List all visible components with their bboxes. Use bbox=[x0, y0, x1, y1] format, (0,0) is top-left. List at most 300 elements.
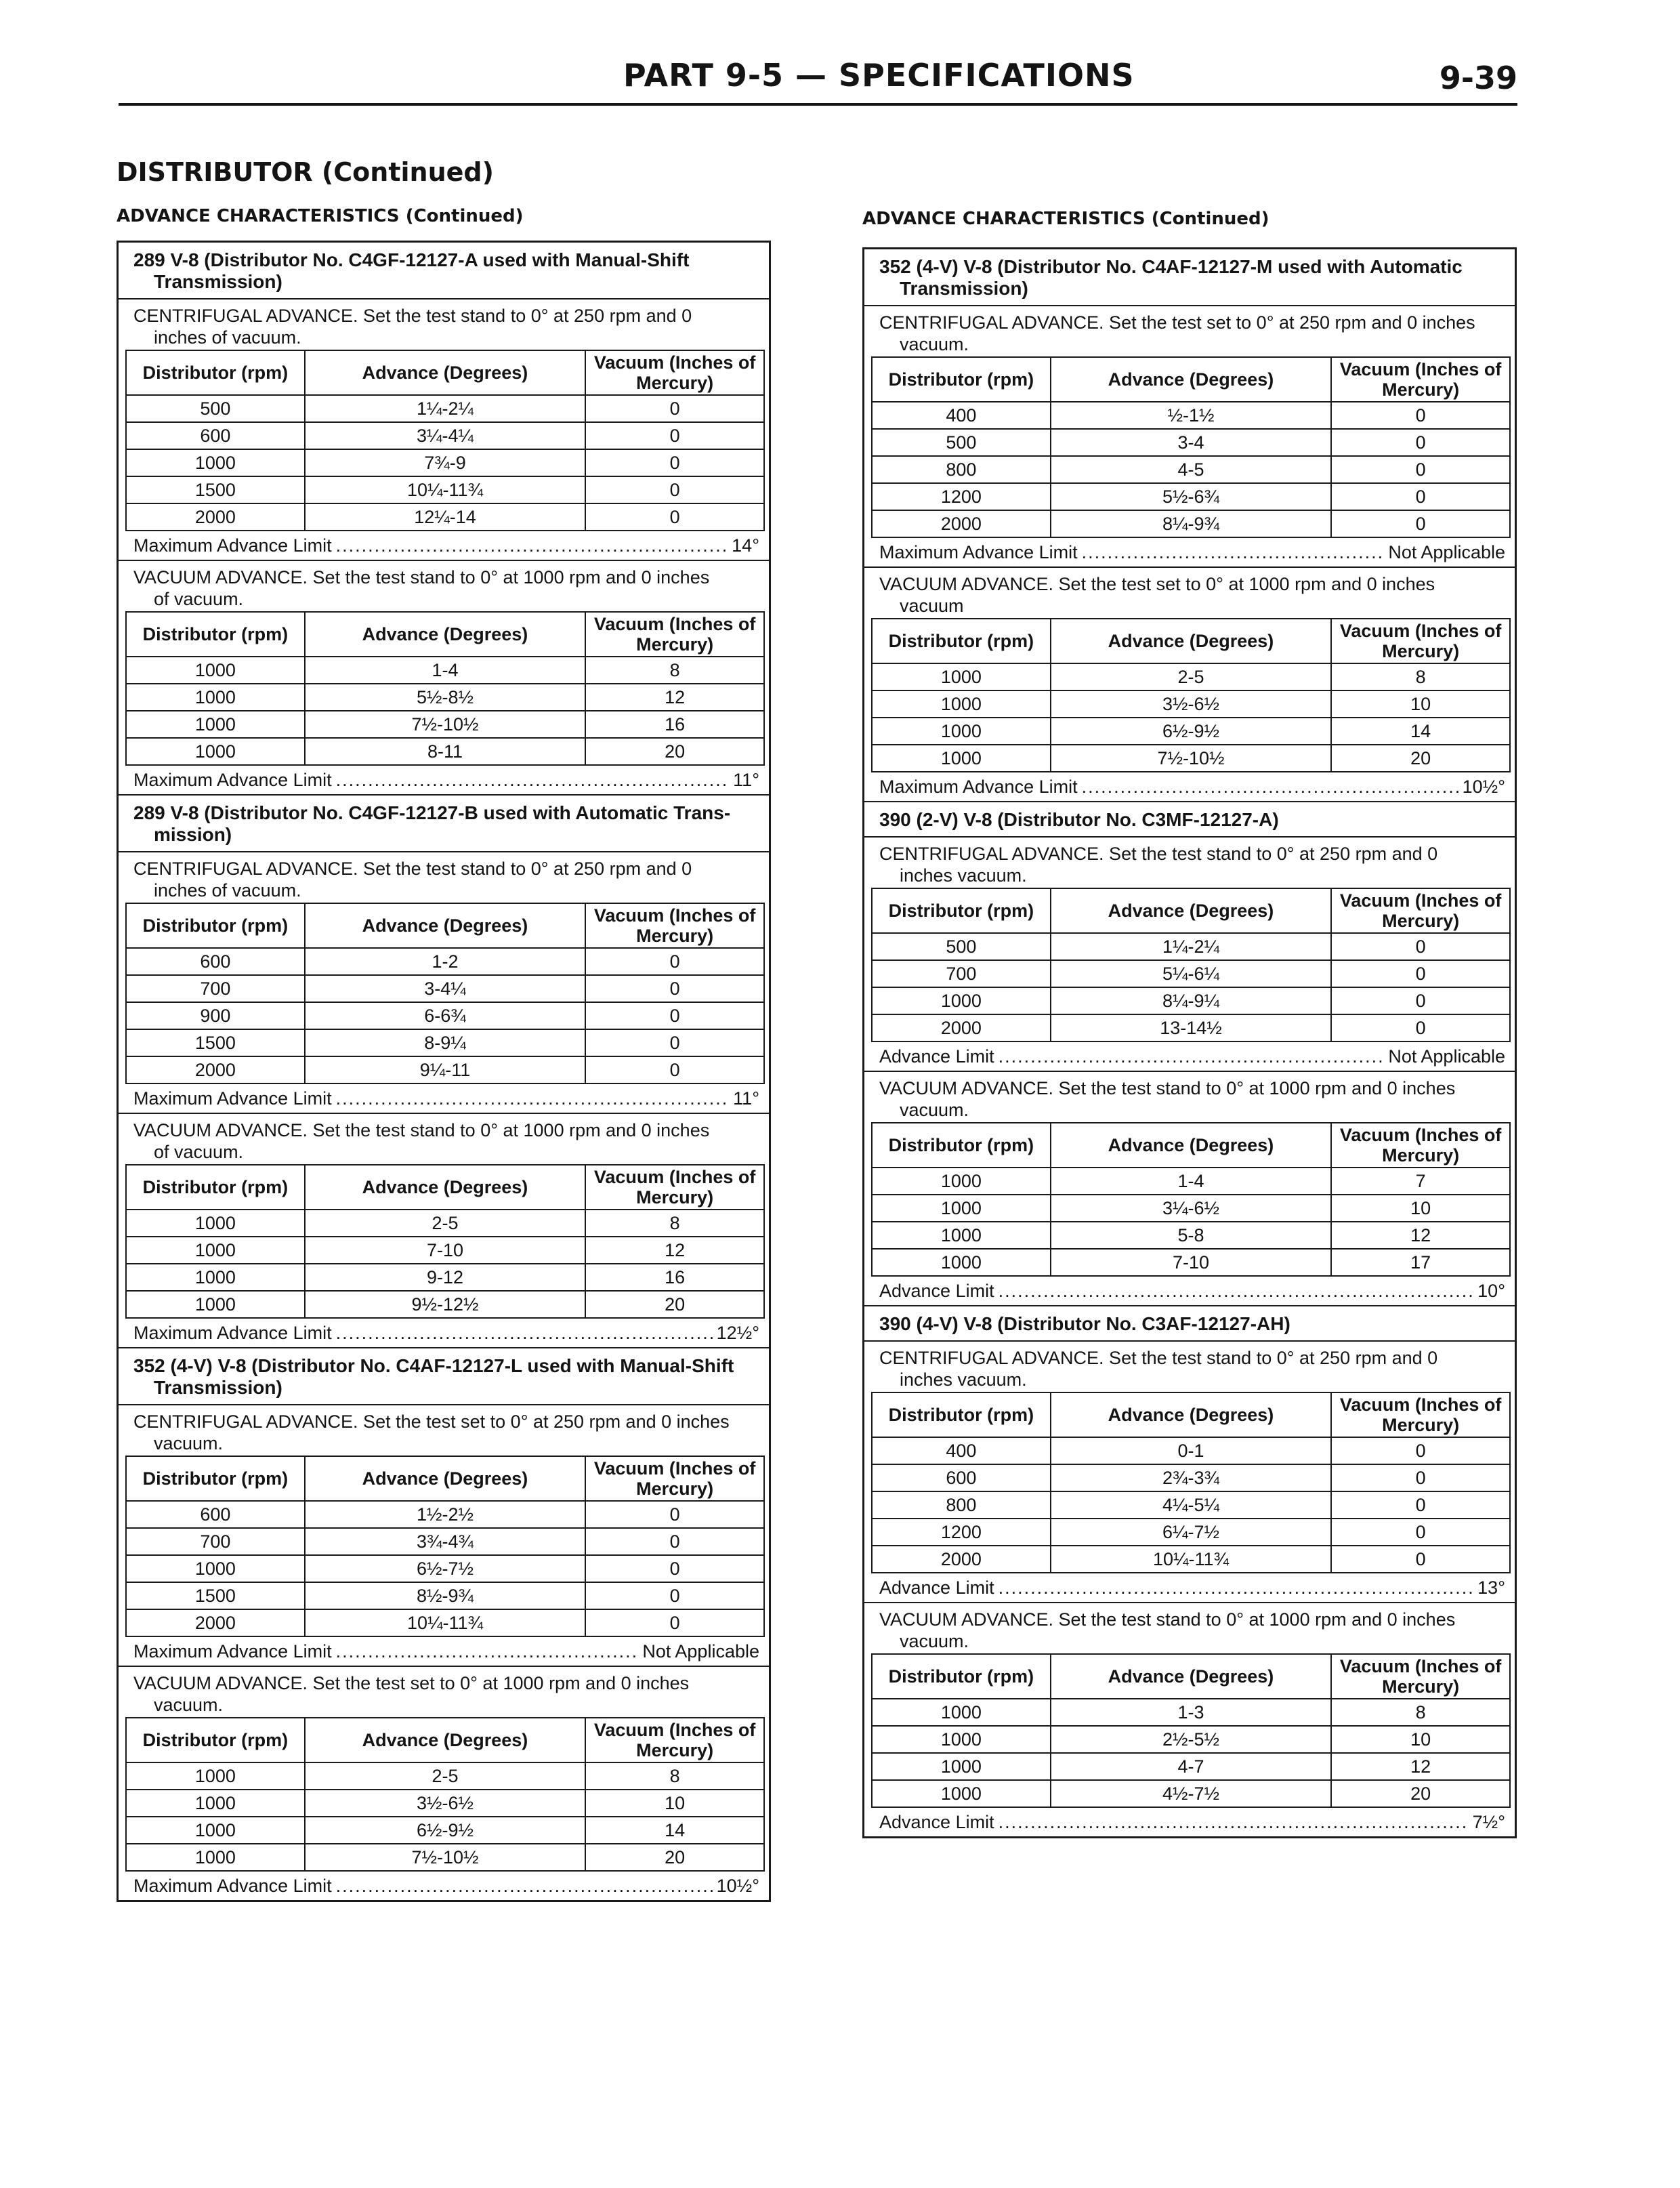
vacuum-advance-limit bbox=[119, 1872, 769, 1900]
table-cell: 0 bbox=[1331, 1491, 1510, 1519]
table-cell: 6-6¾ bbox=[305, 1002, 585, 1029]
column-header: Advance (Degrees) bbox=[1051, 1654, 1331, 1699]
centrifugal-advance-table bbox=[871, 356, 1511, 538]
table-cell: 1200 bbox=[872, 483, 1051, 510]
table-row bbox=[126, 1501, 764, 1528]
spec-title-line: 390 (2-V) V-8 (Distributor No. C3MF-12127-A) bbox=[879, 809, 1279, 830]
page-header bbox=[119, 54, 1517, 108]
table-row bbox=[872, 1699, 1510, 1726]
table-cell: 1000 bbox=[126, 449, 305, 476]
table-cell: 1000 bbox=[126, 711, 305, 738]
table-cell: 17 bbox=[1331, 1249, 1510, 1276]
table-row bbox=[872, 663, 1510, 690]
table-cell: 0 bbox=[1331, 1437, 1510, 1464]
spec-title-line: 352 (4-V) V-8 (Distributor No. C4AF-12127-M used with Automatic bbox=[879, 256, 1463, 277]
table-header-row bbox=[872, 619, 1510, 663]
vacuum-advance-limit bbox=[864, 772, 1515, 802]
table-cell: 7½-10½ bbox=[1051, 745, 1331, 772]
table-cell: 1000 bbox=[126, 1237, 305, 1264]
table-cell: 1000 bbox=[872, 987, 1051, 1014]
spec-title-line: 352 (4-V) V-8 (Distributor No. C4AF-12127-L used with Manual-Shift bbox=[133, 1355, 734, 1376]
section-title: DISTRIBUTOR (Continued) bbox=[117, 157, 494, 187]
table-cell: 2000 bbox=[872, 510, 1051, 537]
table-header-row bbox=[872, 888, 1510, 933]
table-row bbox=[126, 1555, 764, 1582]
table-cell: 1000 bbox=[872, 1249, 1051, 1276]
table-cell: 6¼-7½ bbox=[1051, 1519, 1331, 1546]
table-row bbox=[126, 1264, 764, 1291]
table-row bbox=[126, 711, 764, 738]
table-cell: 0 bbox=[585, 1582, 764, 1609]
table-cell: 1000 bbox=[126, 738, 305, 765]
table-cell: 8 bbox=[585, 1210, 764, 1237]
table-row bbox=[872, 483, 1510, 510]
centrifugal-advance-label bbox=[119, 852, 769, 901]
column-header: Advance (Degrees) bbox=[1051, 619, 1331, 663]
table-cell: 8 bbox=[585, 657, 764, 684]
column-header: Distributor (rpm) bbox=[872, 1123, 1051, 1168]
centrifugal-advance-table bbox=[871, 1392, 1511, 1573]
table-row bbox=[872, 1546, 1510, 1573]
leader-dots bbox=[999, 1044, 1385, 1069]
column-header: Advance (Degrees) bbox=[305, 612, 585, 657]
table-cell: 1500 bbox=[126, 1582, 305, 1609]
vacuum-advance-label bbox=[119, 1114, 769, 1163]
column-header: Advance (Degrees) bbox=[305, 903, 585, 948]
column-header: Advance (Degrees) bbox=[305, 1456, 585, 1501]
table-cell: 1-4 bbox=[1051, 1168, 1331, 1195]
vacuum-advance-limit bbox=[864, 1808, 1515, 1836]
table-row bbox=[126, 948, 764, 975]
table-cell: 8¼-9¼ bbox=[1051, 987, 1331, 1014]
limit-value: 11° bbox=[733, 1088, 759, 1109]
column-header: Vacuum (Inches of Mercury) bbox=[1331, 888, 1510, 933]
table-cell: 700 bbox=[872, 960, 1051, 987]
table-cell: 1000 bbox=[872, 1753, 1051, 1780]
table-cell: 4-5 bbox=[1051, 456, 1331, 483]
table-cell: 400 bbox=[872, 402, 1051, 429]
table-cell: 0 bbox=[585, 1501, 764, 1528]
table-cell: 9½-12½ bbox=[305, 1291, 585, 1318]
column-header: Advance (Degrees) bbox=[1051, 1123, 1331, 1168]
table-header-row bbox=[126, 1456, 764, 1501]
column-header: Vacuum (Inches of Mercury) bbox=[585, 1456, 764, 1501]
table-row bbox=[126, 422, 764, 449]
table-cell: 2-5 bbox=[305, 1762, 585, 1790]
table-cell: 700 bbox=[126, 975, 305, 1002]
table-cell: 1000 bbox=[126, 1210, 305, 1237]
spec-title-line: 390 (4-V) V-8 (Distributor No. C3AF-12127-AH) bbox=[879, 1313, 1290, 1334]
table-cell: 1200 bbox=[872, 1519, 1051, 1546]
table-row bbox=[872, 1726, 1510, 1753]
label-line: VACUUM ADVANCE. Set the test stand to 0° at 1000 rpm and 0 inches bbox=[133, 1120, 710, 1140]
table-cell: 20 bbox=[585, 738, 764, 765]
table-cell: ½-1½ bbox=[1051, 402, 1331, 429]
table-cell: 8½-9¾ bbox=[305, 1582, 585, 1609]
table-cell: 1000 bbox=[872, 1780, 1051, 1807]
table-row bbox=[872, 1249, 1510, 1276]
table-cell: 12 bbox=[1331, 1753, 1510, 1780]
table-cell: 0 bbox=[1331, 1464, 1510, 1491]
table-row bbox=[126, 1762, 764, 1790]
table-row bbox=[872, 456, 1510, 483]
vacuum-advance-label bbox=[119, 1667, 769, 1716]
table-cell: 12 bbox=[585, 684, 764, 711]
label-line: CENTRIFUGAL ADVANCE. Set the test stand to 0° at 250 rpm and 0 bbox=[133, 859, 692, 879]
vacuum-advance-table bbox=[125, 611, 765, 766]
table-cell: 1-2 bbox=[305, 948, 585, 975]
label-line: inches vacuum. bbox=[900, 1369, 1027, 1390]
table-cell: 8-11 bbox=[305, 738, 585, 765]
column-header: Distributor (rpm) bbox=[126, 1456, 305, 1501]
table-cell: 6½-7½ bbox=[305, 1555, 585, 1582]
table-cell: 1000 bbox=[126, 1790, 305, 1817]
column-header: Vacuum (Inches of Mercury) bbox=[1331, 1123, 1510, 1168]
label-line: CENTRIFUGAL ADVANCE. Set the test stand to 0° at 250 rpm and 0 bbox=[879, 1348, 1438, 1368]
table-cell: 0 bbox=[1331, 429, 1510, 456]
table-cell: 4¼-5¼ bbox=[1051, 1491, 1331, 1519]
limit-value: 13° bbox=[1477, 1577, 1505, 1598]
centrifugal-advance-table bbox=[125, 1456, 765, 1637]
limit-label: Maximum Advance Limit bbox=[879, 777, 1078, 797]
table-cell: 5-8 bbox=[1051, 1222, 1331, 1249]
table-cell: 0 bbox=[585, 948, 764, 975]
limit-value: 11° bbox=[733, 770, 759, 790]
right-column-heading: ADVANCE CHARACTERISTICS (Continued) bbox=[862, 209, 1269, 229]
leader-dots bbox=[336, 1638, 639, 1664]
spec-title-line: mission) bbox=[154, 824, 232, 845]
table-cell: 3¼-4¼ bbox=[305, 422, 585, 449]
table-cell: 0 bbox=[585, 1528, 764, 1555]
column-header: Vacuum (Inches of Mercury) bbox=[585, 1718, 764, 1762]
table-cell: 1000 bbox=[872, 718, 1051, 745]
table-cell: 0 bbox=[585, 1609, 764, 1636]
column-header: Distributor (rpm) bbox=[872, 357, 1051, 402]
table-cell: 1000 bbox=[872, 1168, 1051, 1195]
table-row bbox=[872, 510, 1510, 537]
table-cell: 3-4 bbox=[1051, 429, 1331, 456]
part-title: PART 9-5 — SPECIFICATIONS bbox=[623, 57, 1135, 94]
label-line: VACUUM ADVANCE. Set the test set to 0° at 1000 rpm and 0 inches bbox=[879, 574, 1435, 594]
leader-dots bbox=[999, 1278, 1474, 1304]
centrifugal-advance-table bbox=[871, 888, 1511, 1042]
limit-value: 14° bbox=[732, 535, 759, 556]
table-cell: 0 bbox=[1331, 1014, 1510, 1041]
column-header: Advance (Degrees) bbox=[305, 1165, 585, 1210]
label-line: VACUUM ADVANCE. Set the test set to 0° at 1000 rpm and 0 inches bbox=[133, 1673, 690, 1693]
limit-label: Maximum Advance Limit bbox=[133, 1323, 332, 1343]
limit-label: Maximum Advance Limit bbox=[133, 1088, 332, 1109]
label-line: CENTRIFUGAL ADVANCE. Set the test set to 0° at 250 rpm and 0 inches bbox=[879, 312, 1475, 333]
vacuum-advance-table bbox=[871, 1653, 1511, 1808]
label-line: vacuum. bbox=[154, 1695, 224, 1715]
page-number: 9-39 bbox=[1439, 60, 1517, 96]
table-row bbox=[872, 745, 1510, 772]
table-header-row bbox=[872, 1654, 1510, 1699]
table-cell: 6½-9½ bbox=[305, 1817, 585, 1844]
table-cell: 4½-7½ bbox=[1051, 1780, 1331, 1807]
table-row bbox=[126, 1582, 764, 1609]
column-header: Distributor (rpm) bbox=[126, 1718, 305, 1762]
table-cell: 12 bbox=[1331, 1222, 1510, 1249]
table-row bbox=[126, 1237, 764, 1264]
vacuum-advance-label bbox=[119, 561, 769, 610]
centrifugal-advance-label bbox=[119, 1405, 769, 1454]
table-cell: 13-14½ bbox=[1051, 1014, 1331, 1041]
label-line: of vacuum. bbox=[154, 589, 244, 609]
label-line: vacuum bbox=[900, 596, 964, 616]
centrifugal-advance-limit bbox=[119, 1084, 769, 1114]
table-cell: 2000 bbox=[872, 1014, 1051, 1041]
table-cell: 9-12 bbox=[305, 1264, 585, 1291]
leader-dots bbox=[1082, 539, 1385, 565]
table-row bbox=[872, 1464, 1510, 1491]
table-cell: 0 bbox=[1331, 402, 1510, 429]
table-row bbox=[126, 1029, 764, 1056]
table-cell: 2000 bbox=[126, 503, 305, 531]
vacuum-advance-limit bbox=[864, 1277, 1515, 1306]
centrifugal-advance-table bbox=[125, 350, 765, 531]
label-line: VACUUM ADVANCE. Set the test stand to 0° at 1000 rpm and 0 inches bbox=[879, 1078, 1456, 1098]
table-row bbox=[126, 684, 764, 711]
table-row bbox=[872, 1437, 1510, 1464]
table-cell: 500 bbox=[126, 395, 305, 422]
table-cell: 0 bbox=[585, 395, 764, 422]
table-row bbox=[872, 987, 1510, 1014]
column-header: Distributor (rpm) bbox=[872, 888, 1051, 933]
spec-title bbox=[864, 249, 1515, 306]
table-cell: 1000 bbox=[126, 1762, 305, 1790]
table-cell: 1000 bbox=[872, 745, 1051, 772]
table-cell: 7½-10½ bbox=[305, 711, 585, 738]
table-cell: 5¼-6¼ bbox=[1051, 960, 1331, 987]
spec-title-line: Transmission) bbox=[154, 271, 282, 292]
table-cell: 3¾-4¾ bbox=[305, 1528, 585, 1555]
centrifugal-advance-limit bbox=[119, 1637, 769, 1667]
table-cell: 10 bbox=[585, 1790, 764, 1817]
table-cell: 10 bbox=[1331, 1195, 1510, 1222]
table-cell: 800 bbox=[872, 456, 1051, 483]
column-header: Distributor (rpm) bbox=[126, 1165, 305, 1210]
table-header-row bbox=[872, 1392, 1510, 1437]
limit-label: Advance Limit bbox=[879, 1281, 994, 1301]
table-cell: 20 bbox=[585, 1291, 764, 1318]
left-spec-column bbox=[117, 241, 771, 1902]
table-cell: 0 bbox=[1331, 987, 1510, 1014]
column-header: Distributor (rpm) bbox=[126, 350, 305, 395]
centrifugal-advance-limit bbox=[864, 1573, 1515, 1603]
table-cell: 20 bbox=[1331, 745, 1510, 772]
table-cell: 16 bbox=[585, 1264, 764, 1291]
table-header-row bbox=[126, 612, 764, 657]
spec-title bbox=[864, 802, 1515, 838]
label-line: inches vacuum. bbox=[900, 865, 1027, 886]
right-spec-column bbox=[862, 247, 1517, 1838]
table-cell: 0 bbox=[1331, 960, 1510, 987]
table-row bbox=[126, 1528, 764, 1555]
table-row bbox=[126, 1210, 764, 1237]
table-cell: 1000 bbox=[126, 1817, 305, 1844]
table-row bbox=[872, 718, 1510, 745]
column-header: Vacuum (Inches of Mercury) bbox=[1331, 619, 1510, 663]
label-line: VACUUM ADVANCE. Set the test stand to 0° at 1000 rpm and 0 inches bbox=[133, 567, 710, 587]
column-header: Advance (Degrees) bbox=[1051, 1392, 1331, 1437]
leader-dots bbox=[336, 1320, 713, 1346]
table-cell: 0 bbox=[1331, 483, 1510, 510]
table-cell: 800 bbox=[872, 1491, 1051, 1519]
table-row bbox=[872, 1014, 1510, 1041]
limit-value: Not Applicable bbox=[642, 1641, 759, 1661]
table-cell: 1000 bbox=[872, 663, 1051, 690]
table-row bbox=[872, 1195, 1510, 1222]
table-cell: 500 bbox=[872, 429, 1051, 456]
column-header: Vacuum (Inches of Mercury) bbox=[585, 612, 764, 657]
limit-label: Advance Limit bbox=[879, 1577, 994, 1598]
table-cell: 1000 bbox=[126, 1555, 305, 1582]
limit-label: Maximum Advance Limit bbox=[879, 542, 1078, 562]
table-cell: 1000 bbox=[126, 1264, 305, 1291]
leader-dots bbox=[336, 767, 730, 793]
table-cell: 2000 bbox=[126, 1056, 305, 1083]
table-cell: 0 bbox=[585, 1029, 764, 1056]
table-cell: 0 bbox=[1331, 933, 1510, 960]
column-header: Vacuum (Inches of Mercury) bbox=[585, 350, 764, 395]
table-cell: 8¼-9¾ bbox=[1051, 510, 1331, 537]
vacuum-advance-limit bbox=[119, 1319, 769, 1348]
table-cell: 700 bbox=[126, 1528, 305, 1555]
table-cell: 0 bbox=[585, 422, 764, 449]
column-header: Vacuum (Inches of Mercury) bbox=[1331, 357, 1510, 402]
column-header: Distributor (rpm) bbox=[872, 619, 1051, 663]
column-header: Advance (Degrees) bbox=[305, 1718, 585, 1762]
table-cell: 1000 bbox=[872, 1195, 1051, 1222]
table-row bbox=[872, 933, 1510, 960]
table-cell: 14 bbox=[1331, 718, 1510, 745]
limit-label: Advance Limit bbox=[879, 1812, 994, 1832]
table-cell: 10 bbox=[1331, 1726, 1510, 1753]
limit-value: Not Applicable bbox=[1388, 1046, 1505, 1067]
table-cell: 0 bbox=[585, 476, 764, 503]
table-cell: 2½-5½ bbox=[1051, 1726, 1331, 1753]
table-row bbox=[872, 690, 1510, 718]
vacuum-advance-label bbox=[864, 568, 1515, 617]
table-row bbox=[126, 395, 764, 422]
leader-dots bbox=[1082, 774, 1458, 800]
table-row bbox=[872, 402, 1510, 429]
table-cell: 1000 bbox=[872, 1699, 1051, 1726]
table-cell: 500 bbox=[872, 933, 1051, 960]
table-cell: 0-1 bbox=[1051, 1437, 1331, 1464]
table-cell: 10¼-11¾ bbox=[305, 1609, 585, 1636]
limit-label: Maximum Advance Limit bbox=[133, 1876, 332, 1896]
limit-value: 12½° bbox=[716, 1323, 759, 1343]
vacuum-advance-table bbox=[125, 1717, 765, 1872]
table-cell: 10¼-11¾ bbox=[305, 476, 585, 503]
table-cell: 7¾-9 bbox=[305, 449, 585, 476]
column-header: Advance (Degrees) bbox=[305, 350, 585, 395]
limit-label: Maximum Advance Limit bbox=[133, 535, 332, 556]
vacuum-advance-label bbox=[864, 1072, 1515, 1121]
table-row bbox=[872, 1222, 1510, 1249]
label-line: vacuum. bbox=[900, 1100, 969, 1120]
table-cell: 7-10 bbox=[1051, 1249, 1331, 1276]
table-cell: 1-4 bbox=[305, 657, 585, 684]
table-cell: 12 bbox=[585, 1237, 764, 1264]
table-cell: 20 bbox=[585, 1844, 764, 1871]
leader-dots bbox=[336, 1873, 713, 1899]
table-cell: 2¾-3¾ bbox=[1051, 1464, 1331, 1491]
table-cell: 3½-6½ bbox=[305, 1790, 585, 1817]
table-cell: 1500 bbox=[126, 476, 305, 503]
table-row bbox=[872, 1491, 1510, 1519]
label-line: vacuum. bbox=[154, 1433, 224, 1453]
header-rule bbox=[119, 103, 1517, 106]
table-row bbox=[126, 657, 764, 684]
centrifugal-advance-label bbox=[864, 306, 1515, 355]
limit-label: Maximum Advance Limit bbox=[133, 770, 332, 790]
table-cell: 1000 bbox=[126, 1291, 305, 1318]
table-cell: 5½-8½ bbox=[305, 684, 585, 711]
table-header-row bbox=[872, 1123, 1510, 1168]
table-cell: 6½-9½ bbox=[1051, 718, 1331, 745]
table-cell: 400 bbox=[872, 1437, 1051, 1464]
label-line: vacuum. bbox=[900, 334, 969, 354]
column-header: Vacuum (Inches of Mercury) bbox=[1331, 1654, 1510, 1699]
table-row bbox=[126, 975, 764, 1002]
table-cell: 10 bbox=[1331, 690, 1510, 718]
table-cell: 3½-6½ bbox=[1051, 690, 1331, 718]
spec-title bbox=[119, 1348, 769, 1405]
vacuum-advance-table bbox=[871, 618, 1511, 772]
table-header-row bbox=[126, 1165, 764, 1210]
spec-title bbox=[119, 243, 769, 300]
leader-dots bbox=[999, 1809, 1469, 1835]
table-cell: 1¼-2¼ bbox=[305, 395, 585, 422]
table-cell: 8 bbox=[1331, 1699, 1510, 1726]
limit-label: Advance Limit bbox=[879, 1046, 994, 1067]
table-cell: 600 bbox=[126, 422, 305, 449]
table-cell: 4-7 bbox=[1051, 1753, 1331, 1780]
label-line: CENTRIFUGAL ADVANCE. Set the test stand to 0° at 250 rpm and 0 bbox=[879, 844, 1438, 864]
table-row bbox=[126, 1002, 764, 1029]
vacuum-advance-limit bbox=[119, 766, 769, 796]
table-cell: 0 bbox=[1331, 1546, 1510, 1573]
table-row bbox=[872, 1780, 1510, 1807]
label-line: inches of vacuum. bbox=[154, 880, 301, 901]
table-cell: 0 bbox=[1331, 1519, 1510, 1546]
table-cell: 0 bbox=[585, 449, 764, 476]
table-cell: 0 bbox=[585, 975, 764, 1002]
table-cell: 0 bbox=[585, 1056, 764, 1083]
table-cell: 600 bbox=[872, 1464, 1051, 1491]
table-header-row bbox=[126, 903, 764, 948]
centrifugal-advance-label bbox=[864, 838, 1515, 886]
table-row bbox=[126, 503, 764, 531]
table-cell: 10¼-11¾ bbox=[1051, 1546, 1331, 1573]
table-cell: 3-4¼ bbox=[305, 975, 585, 1002]
table-cell: 0 bbox=[1331, 510, 1510, 537]
table-row bbox=[126, 449, 764, 476]
centrifugal-advance-label bbox=[119, 300, 769, 348]
spec-title-line: Transmission) bbox=[154, 1377, 282, 1398]
table-cell: 1000 bbox=[872, 1222, 1051, 1249]
table-cell: 1½-2½ bbox=[305, 1501, 585, 1528]
table-row bbox=[126, 1817, 764, 1844]
table-header-row bbox=[872, 357, 1510, 402]
table-cell: 600 bbox=[126, 1501, 305, 1528]
table-cell: 9¼-11 bbox=[305, 1056, 585, 1083]
table-cell: 8 bbox=[1331, 663, 1510, 690]
